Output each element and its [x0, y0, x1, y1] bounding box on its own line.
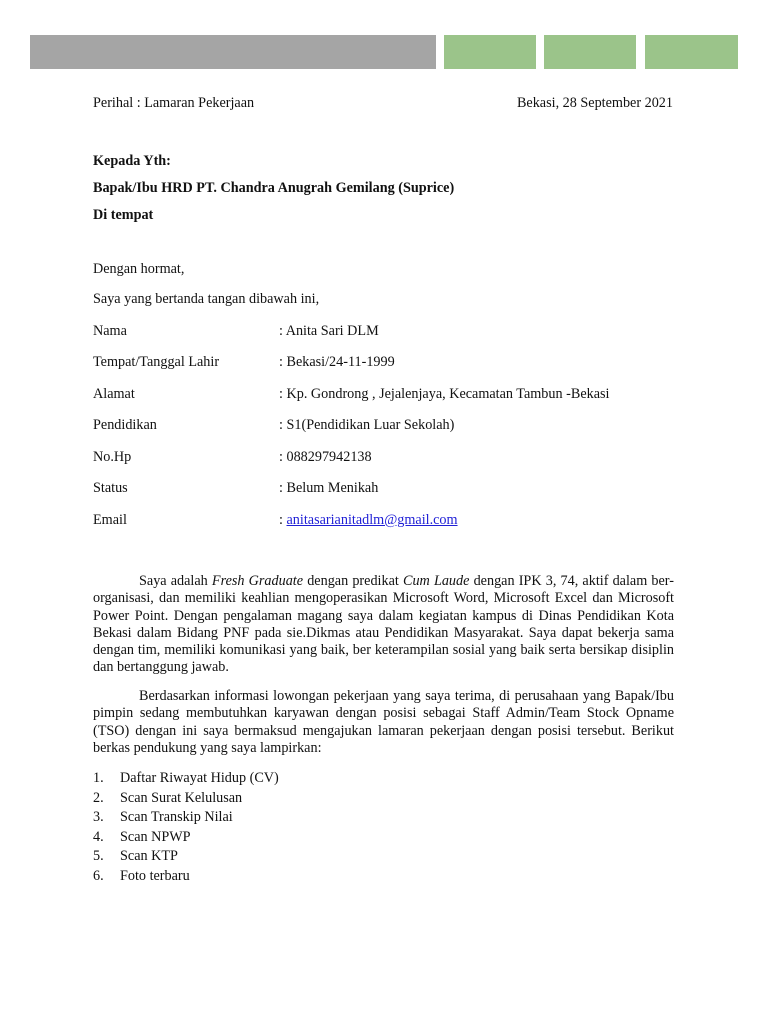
field-row-phone [93, 448, 693, 466]
green-header-block-2 [544, 35, 636, 69]
field-value: : 088297942138 [279, 449, 372, 465]
header-decoration [30, 35, 738, 69]
field-value: : S1(Pendidikan Luar Sekolah) [279, 417, 455, 433]
list-text: Scan Surat Kelulusan [120, 789, 243, 806]
list-text: Scan NPWP [120, 828, 191, 845]
recipient-name: Bapak/Ibu HRD PT. Chandra Anugrah Gemilang (Suprice) [93, 180, 455, 196]
para1-text-a: Saya adalah [139, 573, 212, 589]
field-row-address [93, 385, 693, 403]
field-row-education [93, 416, 693, 434]
field-label: Alamat [93, 386, 135, 402]
email-colon: : [279, 512, 287, 528]
green-header-block-3 [645, 35, 738, 69]
list-number: 5. [93, 848, 104, 864]
recipient-greeting: Kepada Yth: [93, 153, 171, 169]
recipient-location: Di tempat [93, 207, 154, 223]
body-paragraph-1 [93, 573, 674, 677]
gray-header-bar [30, 35, 436, 69]
list-number: 2. [93, 789, 104, 806]
field-label: No.Hp [93, 449, 132, 465]
field-value [279, 511, 458, 529]
field-row-birth [93, 353, 693, 371]
green-header-block-1 [444, 35, 536, 69]
para1-text-b: dengan predikat [303, 573, 403, 589]
body-paragraph-2: Berdasarkan informasi lowongan pekerjaan yang saya terima, di perusahaan yang Bapak/Ibu pimpin sedang membutuhkan karyawan dengan posisi sebagai Staff Admin/Team Stock Opname (TSO) dengan ini saya bermaksud mengajukan lamaran pekerjaan dengan posisi tersebut. Berikut berkas pendukung yang saya lampirkan: [93, 688, 674, 756]
field-value: : Belum Menikah [279, 480, 379, 496]
field-row-email [93, 511, 693, 529]
list-text: Scan Transkip Nilai [120, 809, 233, 825]
list-number: 1. [93, 770, 104, 786]
field-label: Status [93, 480, 128, 496]
email-link[interactable]: anitasarianitadlm@gmail.com [286, 512, 458, 528]
field-label: Email [93, 512, 127, 528]
field-value: : Bekasi/24-11-1999 [279, 354, 395, 370]
list-text: Scan KTP [120, 848, 178, 864]
field-row-name [93, 322, 693, 340]
para1-emphasis-cum-laude: Cum Laude [402, 573, 470, 589]
field-value: : Anita Sari DLM [279, 323, 379, 339]
salutation: Dengan hormat, [93, 261, 185, 277]
list-number: 4. [93, 828, 104, 845]
list-text: Foto terbaru [120, 867, 190, 884]
subject-line: Perihal : Lamaran Pekerjaan [93, 95, 255, 111]
list-text: Daftar Riwayat Hidup (CV) [120, 770, 279, 786]
list-number: 6. [93, 867, 104, 884]
field-label: Tempat/Tanggal Lahir [93, 354, 220, 370]
para1-text-c: dengan IPK 3, 74, aktif dalam ber-organisasi, dan memiliki keahlian mengoperasikan Microsoft Word, Microsoft Excel dan Microsoft Power Point. Dengan pengalaman magang saya dalam kegiatan kampus di Dinas Pendidikan Kota Bekasi dalam Bidang PNF pada sie.Dikmas atau Pendidikan Masyarakat. Saya dapat bekerja sama dengan tim, memiliki komunikasi yang baik, ber keterampilan sosial yang baik serta bersikap disiplin dan bertanggung jawab. [93, 573, 674, 676]
field-row-status [93, 479, 693, 497]
list-number: 3. [93, 809, 104, 825]
intro-line: Saya yang bertanda tangan dibawah ini, [93, 291, 320, 307]
field-label: Pendidikan [93, 417, 157, 433]
place-date: Bekasi, 28 September 2021 [516, 95, 673, 111]
field-label: Nama [93, 323, 127, 339]
para1-emphasis-fresh-graduate: Fresh Graduate [211, 573, 304, 589]
field-value: : Kp. Gondrong , Jejalenjaya, Kecamatan Tambun -Bekasi [279, 386, 610, 402]
